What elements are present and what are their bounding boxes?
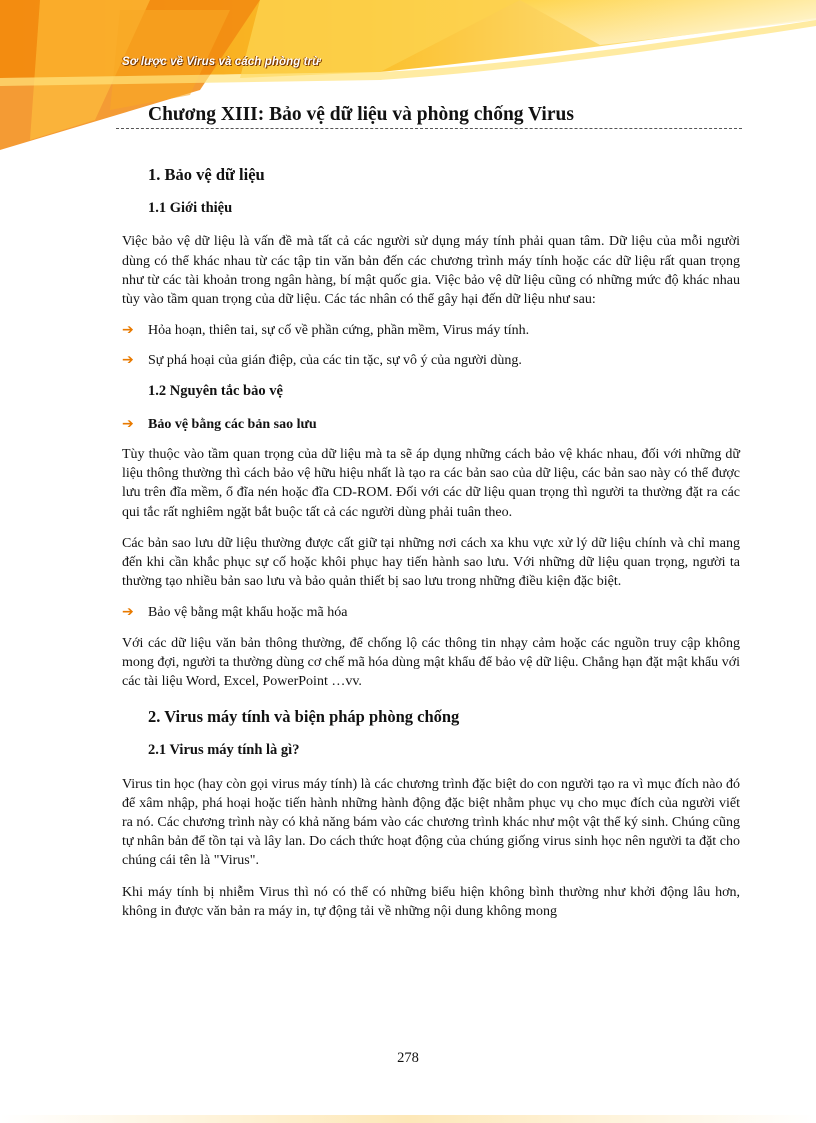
backup-paragraph-2: Các bản sao lưu dữ liệu thường được cất giữ tại những nơi cách xa khu vực xử lý dữ liệu chính và chỉ mang đến khi cần khắc phục sự cố hoặc khôi phục hay tiến hành sao lưu. Với những dữ liệu quan trọng, người ta thường tạo nhiều bản sao lưu và bảo quản thiết bị sao lưu trong những điều kiện đặc biệt. [122, 535, 740, 590]
section-1-2-heading: 1.2 Nguyên tắc bảo vệ [148, 382, 283, 399]
footer-decoration [0, 1115, 816, 1123]
list-item [122, 603, 740, 622]
list-item [122, 321, 740, 340]
intro-paragraph: Việc bảo vệ dữ liệu là vấn đề mà tất cả các người sử dụng máy tính phải quan tâm. Dữ liệu của mỗi người dùng có thể khác nhau từ các tập tin văn bản đến các chương trình máy tính hoặc các dữ liệu rất quan trọng như từ các tài khoản trong ngân hàng, bí mật quốc gia. Việc bảo vệ dữ liệu cũng có những mức độ khác nhau tùy vào tầm quan trọng của dữ liệu. Các tác nhân có thể gây hại đến dữ liệu như sau: [122, 234, 740, 308]
chapter-title: Chương XIII: Bảo vệ dữ liệu và phòng chống Virus [148, 104, 574, 125]
backup-paragraph-1: Tùy thuộc vào tầm quan trọng của dữ liệu mà ta sẽ áp dụng những cách bảo vệ khác nhau, đối với những dữ liệu thông thường thì cách bảo vệ hữu hiệu nhất là tạo ra các bản sao của dữ liệu, các bản sao này có thể được lưu trên đĩa mềm, ổ đĩa nén hoặc đĩa CD-ROM. Đối với các dữ liệu quan trọng thì người ta thường đặt ra các qui tắc rất nghiêm ngặt bắt buộc tất cả các người dùng phải tuân theo. [122, 447, 740, 520]
bullet-text: Bảo vệ bằng các bản sao lưu [148, 416, 317, 432]
section-2-1-heading: 2.1 Virus máy tính là gì? [148, 742, 300, 759]
arrow-right-icon: ➔ [122, 415, 134, 432]
running-header: Sơ lược về Virus và cách phòng trừ [122, 56, 321, 68]
list-item [122, 415, 740, 434]
list-item [122, 351, 740, 370]
arrow-right-icon: ➔ [122, 604, 134, 621]
bullet-text: Bảo vệ bằng mật khẩu hoặc mã hóa [148, 605, 348, 621]
section-1-heading: 1. Bảo vệ dữ liệu [148, 165, 265, 184]
section-1-1-heading: 1.1 Giới thiệu [148, 200, 233, 217]
title-divider [116, 128, 742, 129]
encryption-paragraph: Với các dữ liệu văn bản thông thường, để chống lộ các thông tin nhạy cảm hoặc các nguồn truy cập không mong đợi, người ta thường dùng cơ chế mã hóa dùng mật khẩu để bảo vệ dữ liệu. Chẳng hạn đặt mật khẩu với các tài liệu Word, Excel, PowerPoint …vv. [122, 635, 740, 690]
page-number: 278 [397, 1050, 419, 1066]
virus-paragraph-2: Khi máy tính bị nhiễm Virus thì nó có thể có những biểu hiện không bình thường như khởi động lâu hơn, không in được văn bản ra máy in, tự động tải về những nội dung không mong [122, 884, 740, 919]
arrow-right-icon: ➔ [122, 322, 134, 339]
bullet-text: Sự phá hoại của gián điệp, của các tin tặc, sự vô ý của người dùng. [148, 353, 522, 369]
arrow-right-icon: ➔ [122, 352, 134, 369]
section-2-heading: 2. Virus máy tính và biện pháp phòng chống [148, 707, 460, 727]
bullet-text: Hỏa hoạn, thiên tai, sự cố về phần cứng, phần mềm, Virus máy tính. [148, 323, 530, 339]
virus-paragraph-1: Virus tin học (hay còn gọi virus máy tính) là các chương trình đặc biệt do con người tạo ra vì mục đích nào đó để xâm nhập, phá hoại hoặc tiến hành những hành động đặc biệt nhằm phục vụ cho mục đích của người viết ra nó. Các chương trình này có khả năng bám vào các chương trình khác như một vật thể ký sinh. Chúng cũng tự nhân bản để tồn tại và lây lan. Do cách thức hoạt động của chúng giống virus sinh học nên người ta đặt cho chúng cái tên là "Virus". [122, 776, 740, 869]
page-body [122, 160, 740, 933]
